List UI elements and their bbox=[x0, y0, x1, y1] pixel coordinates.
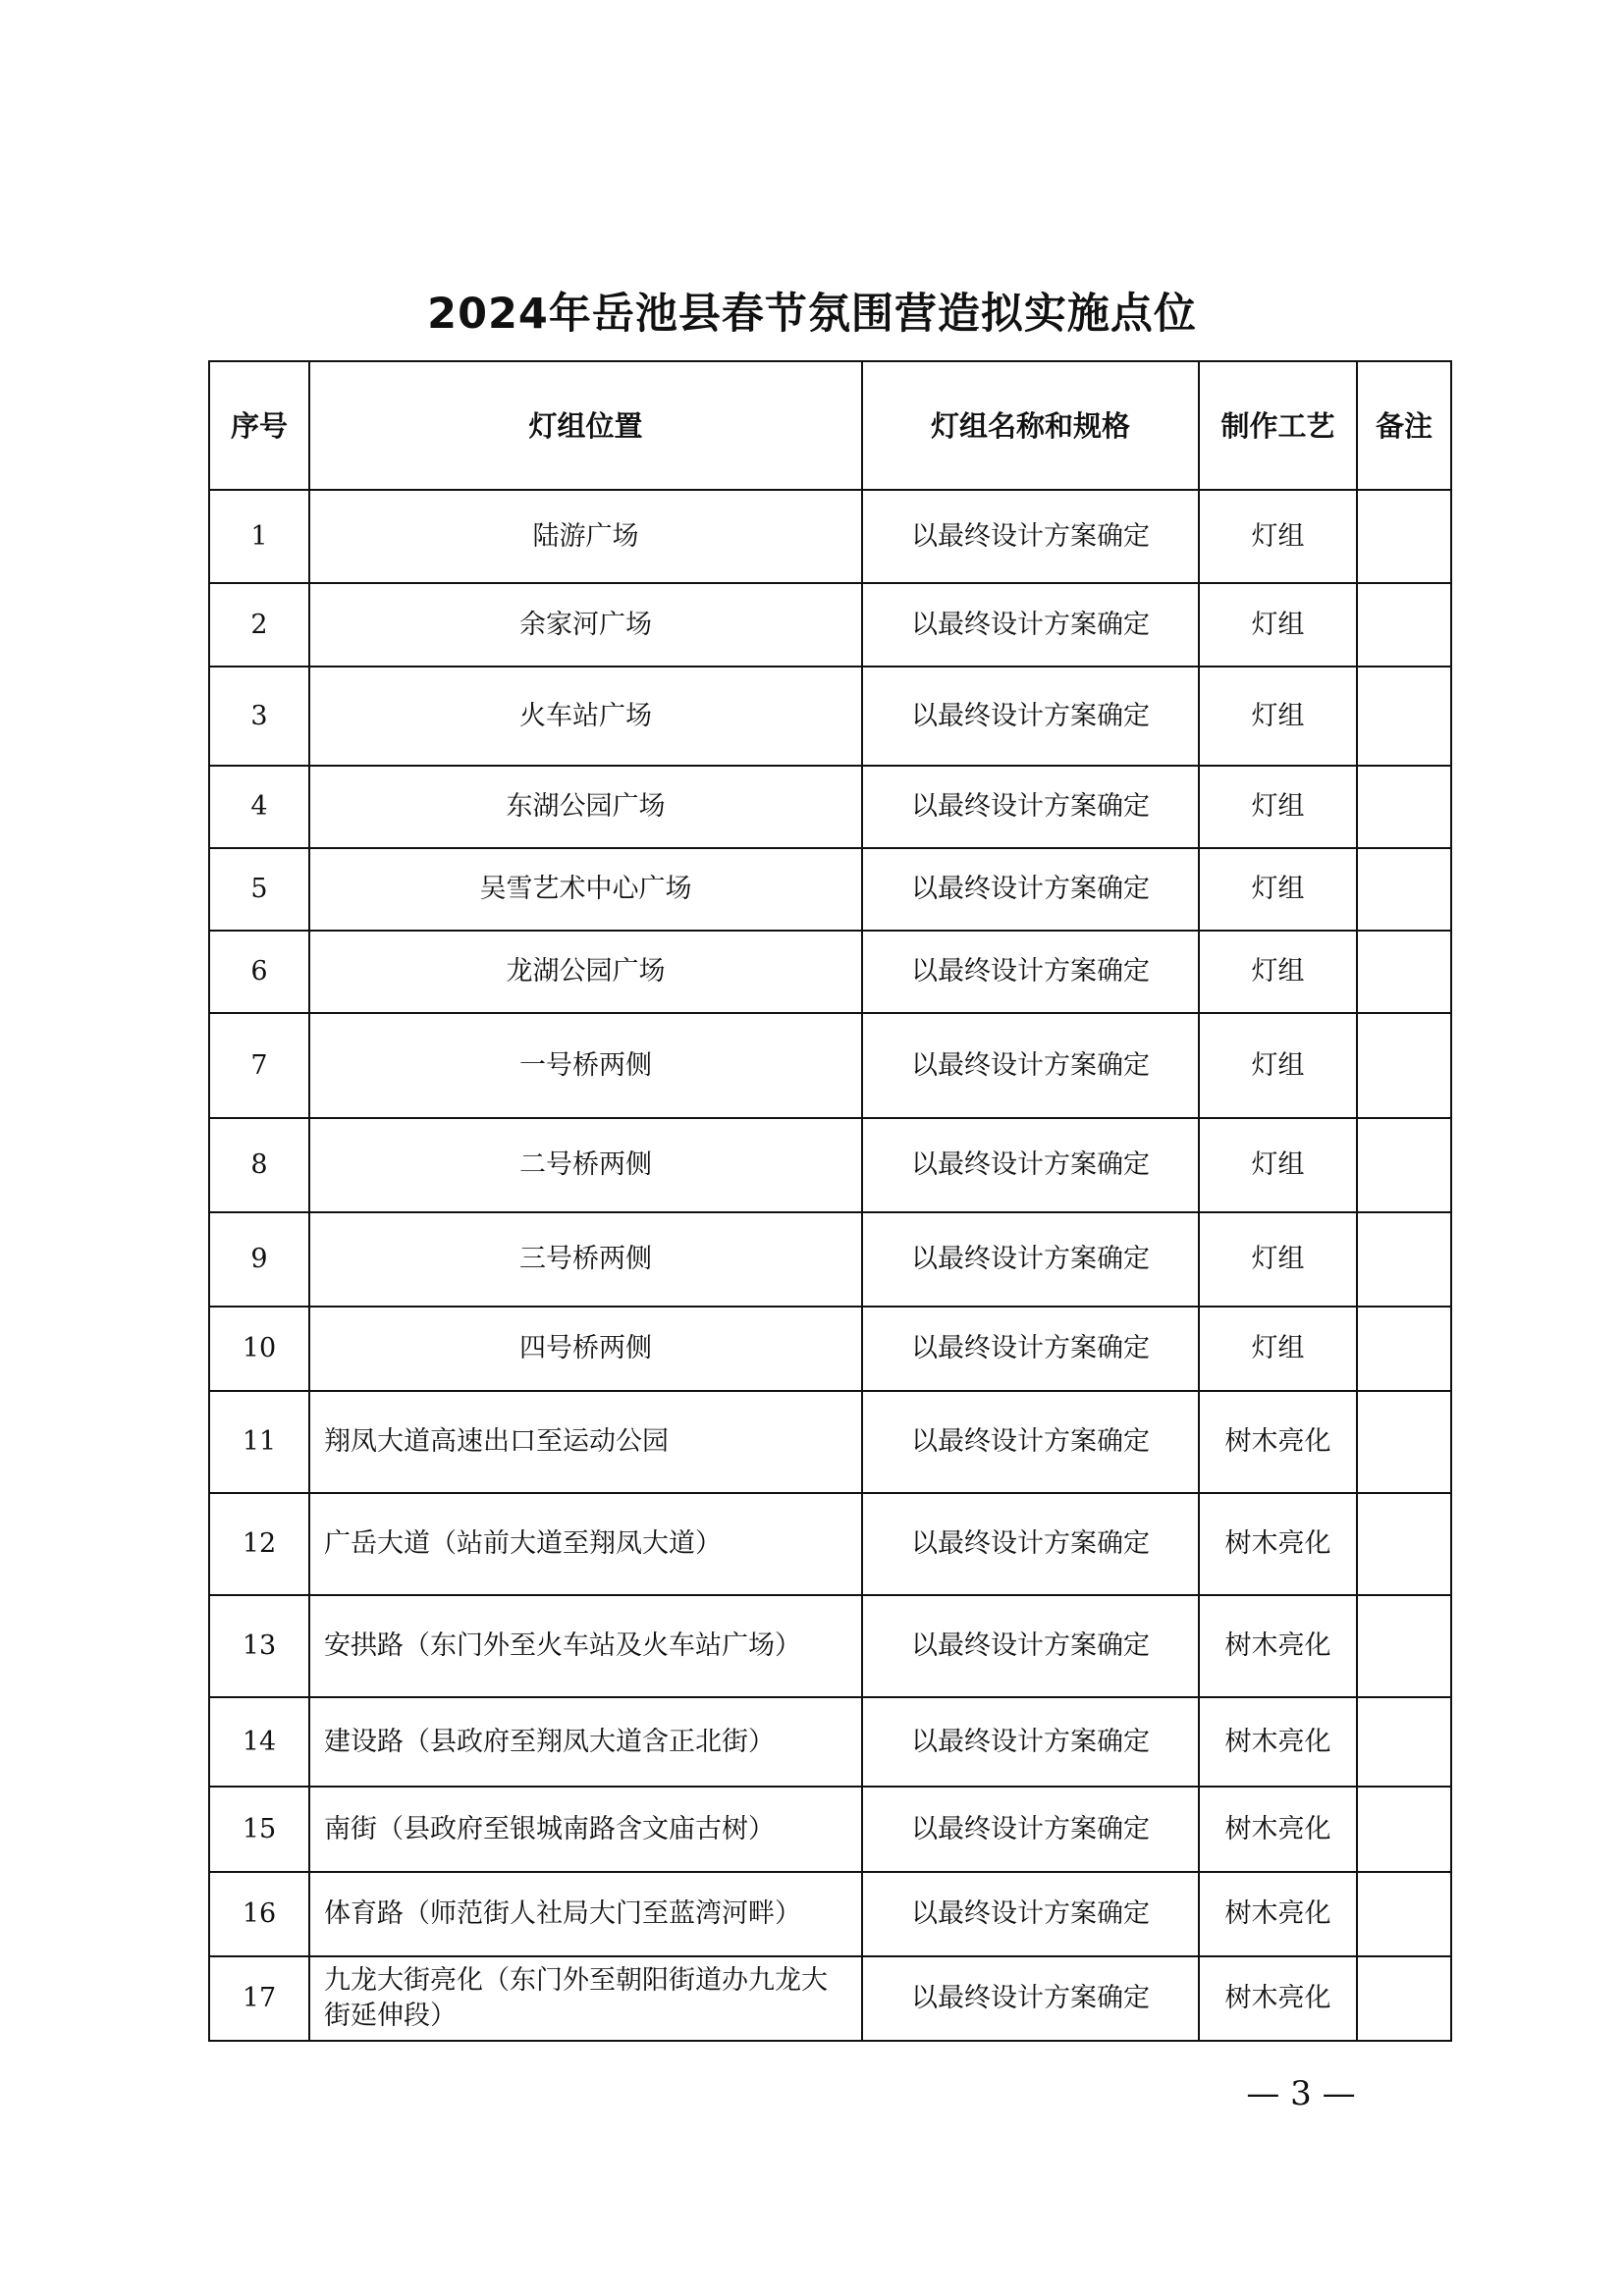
cell-index: 8 bbox=[209, 1118, 309, 1212]
cell-craft: 树木亮化 bbox=[1199, 1956, 1357, 2041]
locations-table-container bbox=[208, 360, 1450, 2042]
document-title: 2024年岳池县春节氛围营造拟实施点位 bbox=[427, 290, 1197, 339]
cell-craft: 灯组 bbox=[1199, 490, 1357, 583]
cell-index: 15 bbox=[209, 1787, 309, 1872]
cell-remark bbox=[1357, 1493, 1451, 1595]
table-row bbox=[209, 1956, 1451, 2041]
table-row bbox=[209, 1307, 1451, 1391]
header-index: 序号 bbox=[209, 361, 309, 490]
cell-index: 12 bbox=[209, 1493, 309, 1595]
cell-craft: 灯组 bbox=[1199, 1212, 1357, 1307]
header-location: 灯组位置 bbox=[309, 361, 862, 490]
page-number: — 3 — bbox=[1246, 2074, 1356, 2113]
cell-remark bbox=[1357, 1013, 1451, 1118]
cell-index: 17 bbox=[209, 1956, 309, 2041]
cell-craft: 灯组 bbox=[1199, 1013, 1357, 1118]
cell-name-spec: 以最终设计方案确定 bbox=[862, 1697, 1199, 1787]
locations-table bbox=[208, 360, 1452, 2042]
cell-location: 余家河广场 bbox=[309, 583, 862, 667]
cell-remark bbox=[1357, 1595, 1451, 1697]
cell-craft: 灯组 bbox=[1199, 1307, 1357, 1391]
cell-remark bbox=[1357, 766, 1451, 848]
cell-name-spec: 以最终设计方案确定 bbox=[862, 1118, 1199, 1212]
cell-remark bbox=[1357, 1118, 1451, 1212]
cell-index: 4 bbox=[209, 766, 309, 848]
cell-index: 5 bbox=[209, 848, 309, 931]
cell-remark bbox=[1357, 1697, 1451, 1787]
table-row bbox=[209, 848, 1451, 931]
cell-location: 东湖公园广场 bbox=[309, 766, 862, 848]
cell-name-spec: 以最终设计方案确定 bbox=[862, 766, 1199, 848]
table-row bbox=[209, 1697, 1451, 1787]
cell-index: 6 bbox=[209, 931, 309, 1013]
cell-name-spec: 以最终设计方案确定 bbox=[862, 1956, 1199, 2041]
cell-craft: 灯组 bbox=[1199, 1118, 1357, 1212]
header-craft: 制作工艺 bbox=[1199, 361, 1357, 490]
cell-location: 九龙大街亮化（东门外至朝阳街道办九龙大街延伸段） bbox=[309, 1956, 862, 2041]
cell-location: 龙湖公园广场 bbox=[309, 931, 862, 1013]
cell-index: 7 bbox=[209, 1013, 309, 1118]
table-row bbox=[209, 1595, 1451, 1697]
cell-remark bbox=[1357, 1956, 1451, 2041]
cell-name-spec: 以最终设计方案确定 bbox=[862, 583, 1199, 667]
cell-location: 吴雪艺术中心广场 bbox=[309, 848, 862, 931]
cell-craft: 树木亮化 bbox=[1199, 1391, 1357, 1493]
cell-name-spec: 以最终设计方案确定 bbox=[862, 490, 1199, 583]
cell-craft: 树木亮化 bbox=[1199, 1697, 1357, 1787]
cell-location: 一号桥两侧 bbox=[309, 1013, 862, 1118]
table-body bbox=[209, 490, 1451, 2041]
header-name-spec: 灯组名称和规格 bbox=[862, 361, 1199, 490]
cell-index: 1 bbox=[209, 490, 309, 583]
cell-name-spec: 以最终设计方案确定 bbox=[862, 1391, 1199, 1493]
table-row bbox=[209, 1118, 1451, 1212]
cell-remark bbox=[1357, 1787, 1451, 1872]
table-header-row bbox=[209, 361, 1451, 490]
cell-craft: 树木亮化 bbox=[1199, 1493, 1357, 1595]
table-row bbox=[209, 1391, 1451, 1493]
cell-index: 2 bbox=[209, 583, 309, 667]
cell-remark bbox=[1357, 1307, 1451, 1391]
cell-remark bbox=[1357, 1872, 1451, 1956]
cell-location: 陆游广场 bbox=[309, 490, 862, 583]
cell-name-spec: 以最终设计方案确定 bbox=[862, 931, 1199, 1013]
cell-index: 16 bbox=[209, 1872, 309, 1956]
table-row bbox=[209, 583, 1451, 667]
table-row bbox=[209, 1787, 1451, 1872]
cell-craft: 灯组 bbox=[1199, 848, 1357, 931]
cell-location: 三号桥两侧 bbox=[309, 1212, 862, 1307]
cell-remark bbox=[1357, 848, 1451, 931]
cell-index: 11 bbox=[209, 1391, 309, 1493]
cell-remark bbox=[1357, 490, 1451, 583]
cell-craft: 灯组 bbox=[1199, 667, 1357, 766]
table-row bbox=[209, 1493, 1451, 1595]
cell-location: 翔凤大道高速出口至运动公园 bbox=[309, 1391, 862, 1493]
cell-name-spec: 以最终设计方案确定 bbox=[862, 1493, 1199, 1595]
cell-location: 火车站广场 bbox=[309, 667, 862, 766]
cell-name-spec: 以最终设计方案确定 bbox=[862, 848, 1199, 931]
cell-location: 四号桥两侧 bbox=[309, 1307, 862, 1391]
cell-name-spec: 以最终设计方案确定 bbox=[862, 1307, 1199, 1391]
header-remark: 备注 bbox=[1357, 361, 1451, 490]
cell-index: 10 bbox=[209, 1307, 309, 1391]
cell-index: 13 bbox=[209, 1595, 309, 1697]
table-row bbox=[209, 1013, 1451, 1118]
cell-index: 9 bbox=[209, 1212, 309, 1307]
cell-remark bbox=[1357, 1212, 1451, 1307]
table-row bbox=[209, 1872, 1451, 1956]
table-row bbox=[209, 667, 1451, 766]
cell-name-spec: 以最终设计方案确定 bbox=[862, 1595, 1199, 1697]
cell-location: 南街（县政府至银城南路含文庙古树） bbox=[309, 1787, 862, 1872]
cell-name-spec: 以最终设计方案确定 bbox=[862, 1212, 1199, 1307]
cell-name-spec: 以最终设计方案确定 bbox=[862, 667, 1199, 766]
cell-craft: 树木亮化 bbox=[1199, 1787, 1357, 1872]
cell-name-spec: 以最终设计方案确定 bbox=[862, 1013, 1199, 1118]
cell-location: 广岳大道（站前大道至翔凤大道） bbox=[309, 1493, 862, 1595]
table-row bbox=[209, 766, 1451, 848]
cell-craft: 树木亮化 bbox=[1199, 1872, 1357, 1956]
cell-location: 体育路（师范街人社局大门至蓝湾河畔） bbox=[309, 1872, 862, 1956]
cell-remark bbox=[1357, 583, 1451, 667]
cell-name-spec: 以最终设计方案确定 bbox=[862, 1787, 1199, 1872]
cell-index: 3 bbox=[209, 667, 309, 766]
cell-craft: 树木亮化 bbox=[1199, 1595, 1357, 1697]
cell-remark bbox=[1357, 667, 1451, 766]
table-row bbox=[209, 931, 1451, 1013]
cell-location: 安拱路（东门外至火车站及火车站广场） bbox=[309, 1595, 862, 1697]
cell-name-spec: 以最终设计方案确定 bbox=[862, 1872, 1199, 1956]
cell-remark bbox=[1357, 931, 1451, 1013]
cell-craft: 灯组 bbox=[1199, 766, 1357, 848]
table-row bbox=[209, 490, 1451, 583]
cell-index: 14 bbox=[209, 1697, 309, 1787]
cell-craft: 灯组 bbox=[1199, 583, 1357, 667]
cell-craft: 灯组 bbox=[1199, 931, 1357, 1013]
cell-location: 二号桥两侧 bbox=[309, 1118, 862, 1212]
cell-location: 建设路（县政府至翔凤大道含正北街） bbox=[309, 1697, 862, 1787]
table-row bbox=[209, 1212, 1451, 1307]
cell-remark bbox=[1357, 1391, 1451, 1493]
